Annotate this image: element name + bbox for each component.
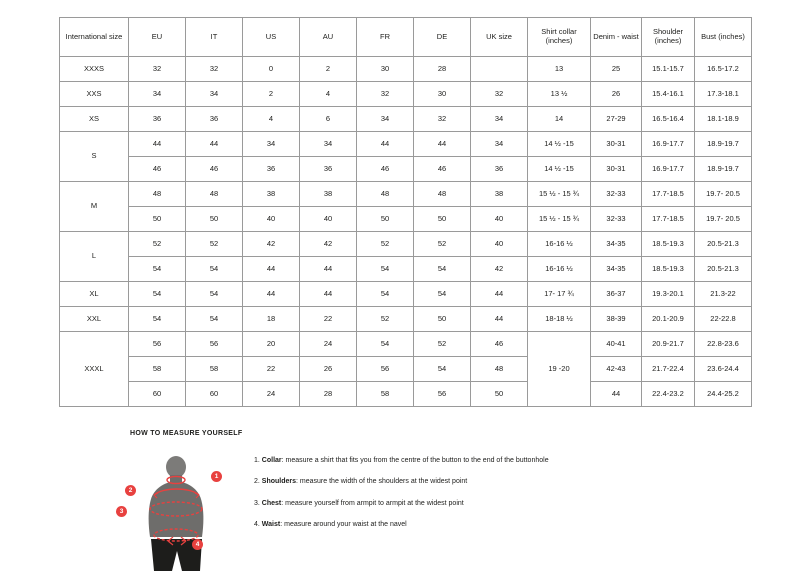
cell-au: 2 [300, 57, 357, 82]
cell-de: 54 [414, 257, 471, 282]
cell-bust: 19.7- 20.5 [695, 207, 752, 232]
cell-uk: 40 [471, 232, 528, 257]
cell-uk: 44 [471, 307, 528, 332]
cell-au: 34 [300, 132, 357, 157]
cell-denim: 32-33 [591, 182, 642, 207]
cell-it: 54 [186, 307, 243, 332]
cell-us: 34 [243, 132, 300, 157]
cell-au: 40 [300, 207, 357, 232]
cell-international-size: XS [60, 107, 129, 132]
cell-denim: 34-35 [591, 257, 642, 282]
cell-fr: 50 [357, 207, 414, 232]
cell-it: 54 [186, 282, 243, 307]
cell-bust: 20.5-21.3 [695, 257, 752, 282]
cell-shoulder: 18.5-19.3 [642, 232, 695, 257]
cell-international-size: XXXS [60, 57, 129, 82]
cell-collar: 13 [528, 57, 591, 82]
cell-bust: 18.9-19.7 [695, 157, 752, 182]
cell-au: 22 [300, 307, 357, 332]
cell-denim: 36-37 [591, 282, 642, 307]
instruction-label: Shoulders [261, 478, 297, 486]
cell-it: 48 [186, 182, 243, 207]
cell-fr: 32 [357, 82, 414, 107]
column-header-us: US [243, 18, 300, 57]
badge-2: 2 [125, 485, 136, 496]
cell-denim: 40-41 [591, 332, 642, 357]
column-header-shoulder: Shoulder (inches) [642, 18, 695, 57]
cell-au: 36 [300, 157, 357, 182]
cell-us: 44 [243, 282, 300, 307]
cell-international-size: S [60, 132, 129, 182]
instruction-text: : measure yourself from armpit to armpit at the widest point [281, 499, 464, 507]
column-header-uk-size: UK size [471, 18, 528, 57]
cell-it: 44 [186, 132, 243, 157]
cell-it: 32 [186, 57, 243, 82]
column-header-eu: EU [129, 18, 186, 57]
cell-bust: 18.9-19.7 [695, 132, 752, 157]
cell-eu: 46 [129, 157, 186, 182]
instruction-text: : measure a shirt that fits you from the centre of the button to the end of the buttonhole [281, 457, 549, 464]
cell-de: 56 [414, 382, 471, 407]
cell-eu: 60 [129, 382, 186, 407]
column-header-it: IT [186, 18, 243, 57]
cell-de: 52 [414, 332, 471, 357]
cell-fr: 54 [357, 332, 414, 357]
instruction-text: : measure the width of the shoulders at the widest point [296, 478, 468, 486]
cell-bust: 22.8-23.6 [695, 332, 752, 357]
cell-denim: 30-31 [591, 157, 642, 182]
instruction-number: 1. [254, 457, 262, 464]
cell-fr: 44 [357, 132, 414, 157]
cell-fr: 52 [357, 232, 414, 257]
cell-uk: 40 [471, 207, 528, 232]
cell-denim: 42-43 [591, 357, 642, 382]
instruction-label: Waist [261, 521, 281, 529]
cell-international-size: XXL [60, 307, 129, 332]
cell-uk [471, 57, 528, 82]
cell-uk: 34 [471, 132, 528, 157]
cell-bust: 19.7- 20.5 [695, 182, 752, 207]
cell-fr: 54 [357, 257, 414, 282]
cell-au: 24 [300, 332, 357, 357]
cell-au: 6 [300, 107, 357, 132]
cell-it: 46 [186, 157, 243, 182]
cell-collar: 19 -20 [528, 332, 591, 407]
cell-au: 42 [300, 232, 357, 257]
cell-eu: 32 [129, 57, 186, 82]
badge-3: 3 [116, 506, 127, 517]
cell-shoulder: 15.1-15.7 [642, 57, 695, 82]
cell-eu: 44 [129, 132, 186, 157]
cell-uk: 48 [471, 357, 528, 382]
cell-fr: 56 [357, 357, 414, 382]
cell-denim: 38-39 [591, 307, 642, 332]
cell-international-size: XXS [60, 82, 129, 107]
cell-collar: 13 ½ [528, 82, 591, 107]
cell-us: 2 [243, 82, 300, 107]
cell-denim: 44 [591, 382, 642, 407]
cell-shoulder: 17.7-18.5 [642, 182, 695, 207]
cell-it: 34 [186, 82, 243, 107]
column-header-shirt-collar: Shirt collar (inches) [528, 18, 591, 57]
cell-de: 46 [414, 157, 471, 182]
cell-bust: 24.4-25.2 [695, 382, 752, 407]
cell-de: 44 [414, 132, 471, 157]
measure-instruction-2 [254, 478, 549, 486]
how-to-measure-body [119, 451, 770, 576]
cell-eu: 54 [129, 307, 186, 332]
cell-us: 24 [243, 382, 300, 407]
cell-eu: 56 [129, 332, 186, 357]
table-body [60, 57, 752, 407]
cell-international-size: XL [60, 282, 129, 307]
cell-de: 52 [414, 232, 471, 257]
cell-de: 48 [414, 182, 471, 207]
cell-it: 60 [186, 382, 243, 407]
cell-shoulder: 15.4-16.1 [642, 82, 695, 107]
cell-eu: 34 [129, 82, 186, 107]
cell-bust: 22-22.8 [695, 307, 752, 332]
cell-eu: 54 [129, 257, 186, 282]
table-row [60, 332, 752, 357]
table-header-row [60, 18, 752, 57]
size-chart-table [59, 17, 752, 407]
table-row [60, 357, 752, 382]
cell-it: 54 [186, 257, 243, 282]
cell-eu: 48 [129, 182, 186, 207]
cell-au: 26 [300, 357, 357, 382]
table-row [60, 82, 752, 107]
cell-uk: 46 [471, 332, 528, 357]
cell-fr: 34 [357, 107, 414, 132]
how-to-measure-section [119, 430, 770, 576]
column-header-bust: Bust (inches) [695, 18, 752, 57]
instruction-text: : measure around your waist at the navel [280, 521, 407, 529]
cell-shoulder: 16.5-16.4 [642, 107, 695, 132]
instruction-label: Collar [261, 457, 282, 464]
cell-collar: 17- 17 ¾ [528, 282, 591, 307]
cell-au: 28 [300, 382, 357, 407]
cell-collar: 16-16 ½ [528, 232, 591, 257]
cell-denim: 25 [591, 57, 642, 82]
table-row [60, 207, 752, 232]
cell-shoulder: 16.9-17.7 [642, 132, 695, 157]
cell-shoulder: 22.4-23.2 [642, 382, 695, 407]
cell-eu: 50 [129, 207, 186, 232]
cell-us: 42 [243, 232, 300, 257]
measure-instruction-1 [254, 457, 549, 465]
measure-instructions [254, 451, 549, 543]
cell-denim: 30-31 [591, 132, 642, 157]
measure-instruction-4 [254, 521, 549, 529]
cell-uk: 42 [471, 257, 528, 282]
column-header-au: AU [300, 18, 357, 57]
cell-shoulder: 17.7-18.5 [642, 207, 695, 232]
cell-de: 54 [414, 282, 471, 307]
cell-collar: 15 ½ - 15 ¾ [528, 182, 591, 207]
cell-bust: 17.3-18.1 [695, 82, 752, 107]
cell-collar: 14 [528, 107, 591, 132]
instruction-number: 4. [254, 521, 262, 529]
table-row [60, 107, 752, 132]
table-row [60, 257, 752, 282]
cell-bust: 21.3-22 [695, 282, 752, 307]
cell-de: 28 [414, 57, 471, 82]
instruction-label: Chest [261, 499, 282, 507]
cell-de: 50 [414, 207, 471, 232]
table-row [60, 282, 752, 307]
cell-denim: 26 [591, 82, 642, 107]
cell-au: 44 [300, 282, 357, 307]
cell-fr: 52 [357, 307, 414, 332]
cell-international-size: XXXL [60, 332, 129, 407]
cell-shoulder: 19.3-20.1 [642, 282, 695, 307]
cell-de: 32 [414, 107, 471, 132]
cell-fr: 46 [357, 157, 414, 182]
cell-denim: 34-35 [591, 232, 642, 257]
cell-us: 4 [243, 107, 300, 132]
cell-uk: 32 [471, 82, 528, 107]
cell-fr: 30 [357, 57, 414, 82]
cell-au: 4 [300, 82, 357, 107]
instruction-number: 3. [254, 499, 262, 507]
cell-bust: 23.6-24.4 [695, 357, 752, 382]
cell-bust: 20.5-21.3 [695, 232, 752, 257]
cell-collar: 18-18 ½ [528, 307, 591, 332]
cell-shoulder: 20.9-21.7 [642, 332, 695, 357]
torso-diagram-icon [130, 451, 230, 576]
cell-us: 20 [243, 332, 300, 357]
table-row [60, 157, 752, 182]
cell-us: 0 [243, 57, 300, 82]
cell-de: 50 [414, 307, 471, 332]
cell-uk: 34 [471, 107, 528, 132]
column-header-fr: FR [357, 18, 414, 57]
cell-us: 36 [243, 157, 300, 182]
table-header [60, 18, 752, 57]
column-header-de: DE [414, 18, 471, 57]
cell-us: 38 [243, 182, 300, 207]
cell-fr: 58 [357, 382, 414, 407]
measurement-figure [119, 451, 230, 576]
table-row [60, 182, 752, 207]
measure-instruction-3 [254, 500, 549, 508]
badge-4: 4 [192, 539, 203, 550]
cell-eu: 36 [129, 107, 186, 132]
cell-collar: 14 ½ -15 [528, 132, 591, 157]
cell-us: 40 [243, 207, 300, 232]
cell-bust: 16.5-17.2 [695, 57, 752, 82]
cell-it: 58 [186, 357, 243, 382]
cell-de: 30 [414, 82, 471, 107]
cell-international-size: M [60, 182, 129, 232]
cell-au: 44 [300, 257, 357, 282]
cell-uk: 44 [471, 282, 528, 307]
cell-it: 56 [186, 332, 243, 357]
cell-collar: 15 ½ - 15 ¾ [528, 207, 591, 232]
cell-bust: 18.1-18.9 [695, 107, 752, 132]
cell-us: 22 [243, 357, 300, 382]
cell-uk: 50 [471, 382, 528, 407]
table-row [60, 57, 752, 82]
cell-it: 50 [186, 207, 243, 232]
cell-denim: 27-29 [591, 107, 642, 132]
cell-shoulder: 16.9-17.7 [642, 157, 695, 182]
cell-us: 44 [243, 257, 300, 282]
cell-it: 36 [186, 107, 243, 132]
cell-it: 52 [186, 232, 243, 257]
cell-shoulder: 20.1-20.9 [642, 307, 695, 332]
table-row [60, 132, 752, 157]
cell-eu: 52 [129, 232, 186, 257]
cell-de: 54 [414, 357, 471, 382]
table-row [60, 307, 752, 332]
cell-fr: 48 [357, 182, 414, 207]
column-header-denim-waist: Denim - waist [591, 18, 642, 57]
table-row [60, 382, 752, 407]
how-to-measure-title: HOW TO MEASURE YOURSELF [130, 430, 243, 437]
column-header-international-size: International size [60, 18, 129, 57]
badge-1: 1 [211, 471, 222, 482]
table-row [60, 232, 752, 257]
cell-international-size: L [60, 232, 129, 282]
cell-uk: 38 [471, 182, 528, 207]
cell-denim: 32-33 [591, 207, 642, 232]
cell-shoulder: 21.7-22.4 [642, 357, 695, 382]
cell-uk: 36 [471, 157, 528, 182]
cell-collar: 14 ½ -15 [528, 157, 591, 182]
cell-eu: 54 [129, 282, 186, 307]
cell-eu: 58 [129, 357, 186, 382]
cell-collar: 16-16 ½ [528, 257, 591, 282]
cell-shoulder: 18.5-19.3 [642, 257, 695, 282]
instruction-number: 2. [254, 478, 262, 486]
cell-fr: 54 [357, 282, 414, 307]
cell-us: 18 [243, 307, 300, 332]
cell-au: 38 [300, 182, 357, 207]
